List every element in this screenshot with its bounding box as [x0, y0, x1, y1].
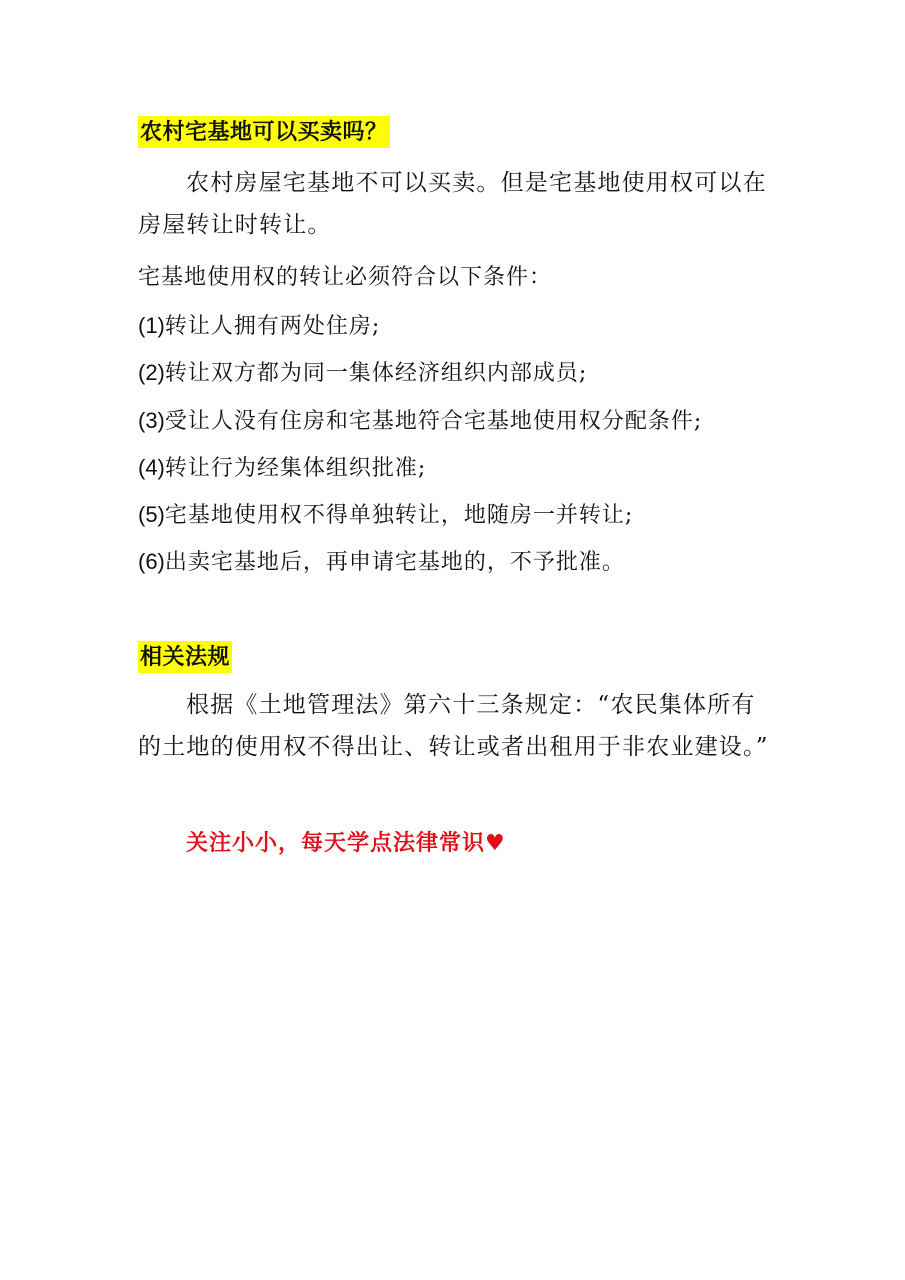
- condition-item-5: [138, 499, 633, 532]
- condition-text: 宅基地使用权不得单独转让，地随房一并转让;: [164, 503, 634, 528]
- follow-text: 关注小小，每天学点法律常识: [186, 830, 486, 856]
- follow-banner: [186, 826, 506, 861]
- condition-item-4: [138, 452, 426, 485]
- condition-text: 受让人没有住房和宅基地符合宅基地使用权分配条件;: [164, 409, 703, 434]
- condition-item-6: [138, 546, 625, 579]
- condition-text: 转让人拥有两处住房;: [164, 314, 381, 339]
- condition-number: (2): [138, 360, 165, 385]
- section1-heading: 农村宅基地可以买卖吗？: [138, 116, 390, 148]
- condition-text: 转让行为经集体组织批准;: [164, 456, 427, 481]
- condition-number: (6): [138, 549, 165, 574]
- conditions-title: 宅基地使用权的转让必须符合以下条件：: [138, 265, 553, 290]
- heart-icon: ♥: [485, 831, 506, 856]
- condition-text: 转让双方都为同一集体经济组织内部成员;: [164, 361, 588, 386]
- condition-number: (5): [138, 502, 165, 527]
- condition-number: (4): [138, 455, 165, 480]
- condition-text: 出卖宅基地后，再申请宅基地的，不予批准。: [164, 550, 625, 575]
- condition-item-2: [138, 357, 587, 390]
- condition-item-3: [138, 405, 702, 438]
- section1-intro: 农村房屋宅基地不可以买卖。但是宅基地使用权可以在房屋转让时转让。: [138, 170, 767, 238]
- condition-item-1: [138, 310, 380, 343]
- condition-number: (1): [138, 313, 165, 338]
- section2-heading: 相关法规: [138, 641, 232, 673]
- section2-body: 根据《土地管理法》第六十三条规定：“农民集体所有的土地的使用权不得出让、转让或者出租用于非农业建设。”: [138, 692, 769, 760]
- condition-number: (3): [138, 408, 165, 433]
